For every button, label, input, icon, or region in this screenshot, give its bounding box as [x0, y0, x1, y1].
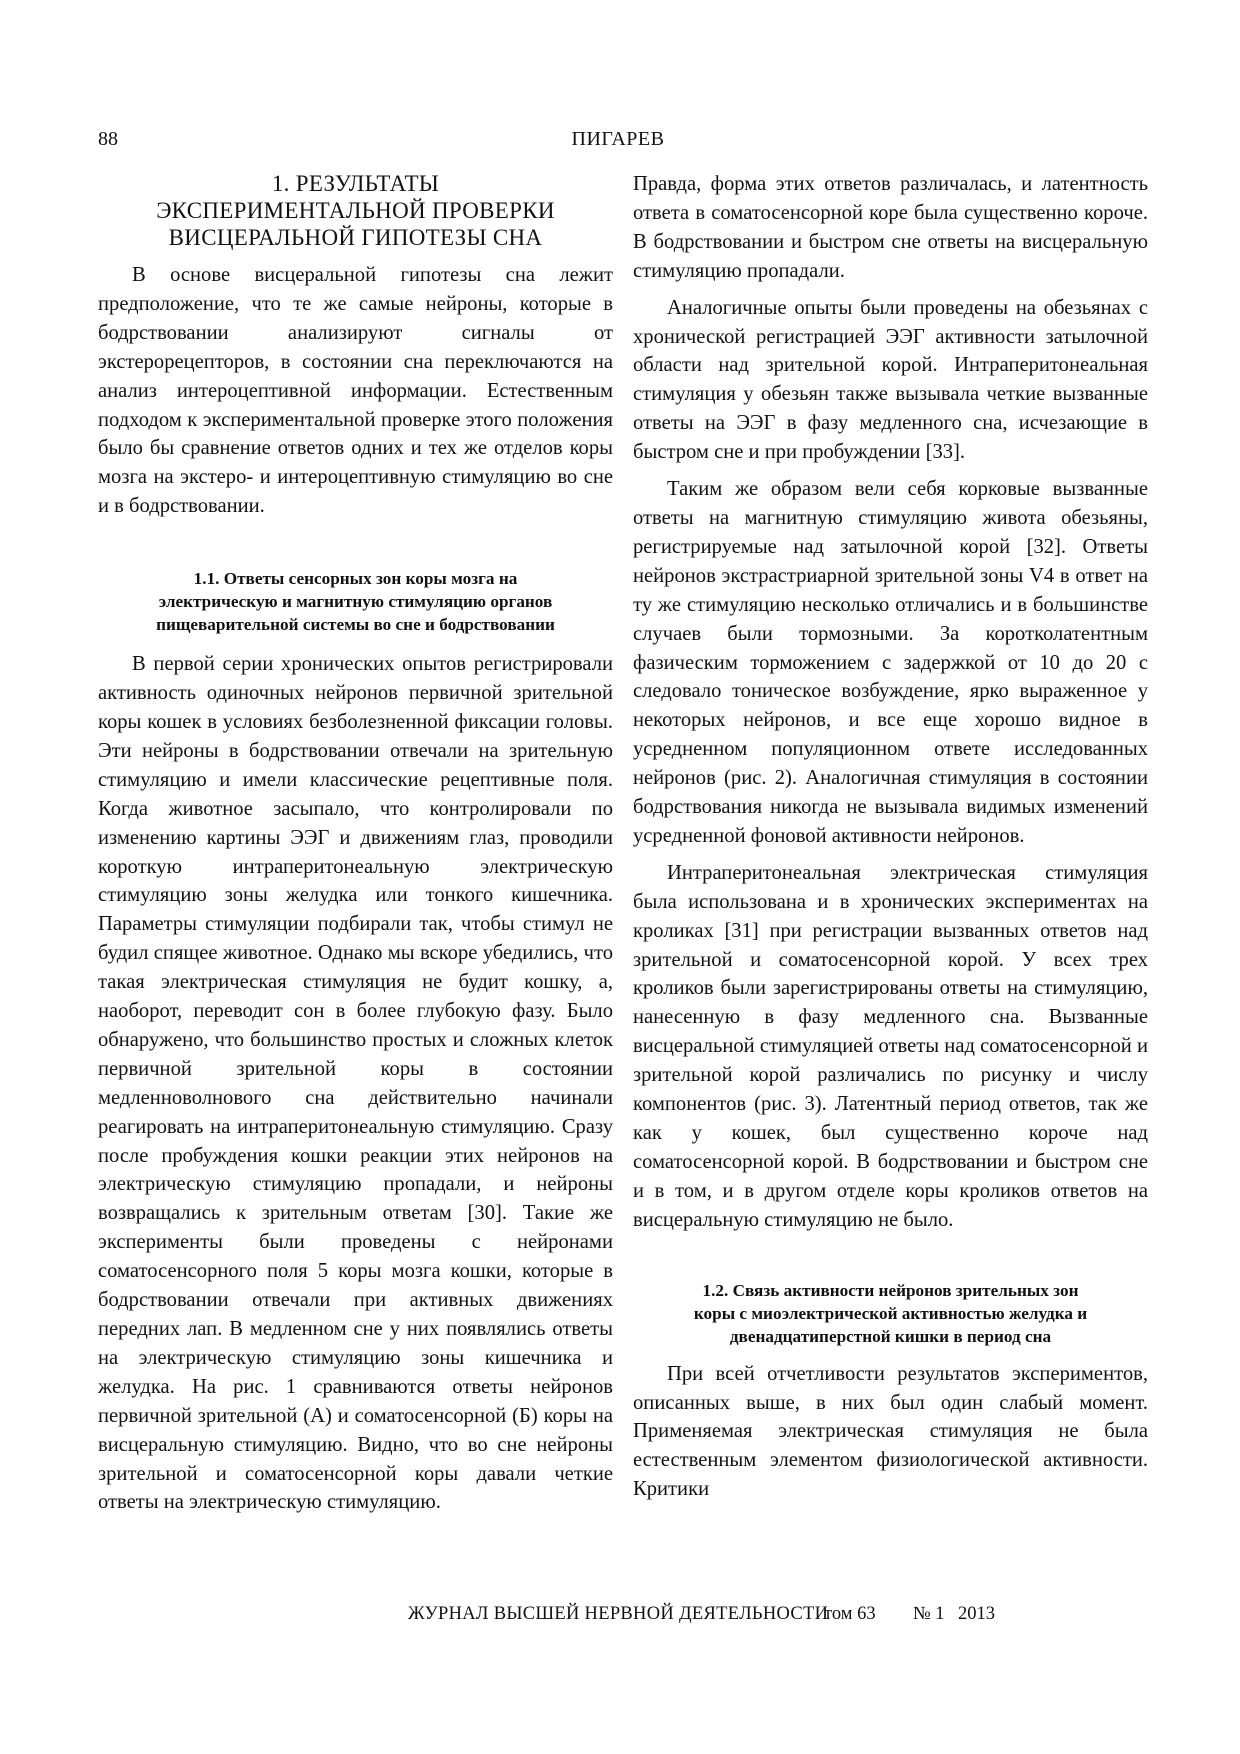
journal-issue: № 1 — [913, 1604, 945, 1624]
section-title-line: ЭКСПЕРИМЕНТАЛЬНОЙ ПРОВЕРКИ — [156, 198, 555, 223]
subsection-title-line: 1.2. Связь активности нейронов зрительных зон — [702, 1280, 1079, 1300]
subsection-title-line: 1.1. Ответы сенсорных зон коры мозга на — [193, 569, 518, 589]
subsection-title — [633, 1279, 1148, 1348]
journal-volume: том 63 — [824, 1604, 876, 1624]
page-footer — [380, 1604, 1140, 1634]
section-title-line: ВИСЦЕРАЛЬНОЙ ГИПОТЕЗЫ СНА — [168, 225, 543, 250]
paragraph: При всей отчетливости результатов экспериментов, описанных выше, в них был один слабый момент. Применяемая электрическая стимуляция не была естественным элементом физиологической активности. Критики — [633, 1362, 1148, 1501]
journal-year: 2013 — [958, 1604, 995, 1624]
paragraph: Аналогичные опыты были проведены на обезьянах с хронической регистрацией ЭЭГ активности затылочной области над зрительной корой. Интраперитонеальная стимуляция у обезьян также вызывала четкие вызванные ответы на ЭЭГ в фазу медленного сна, исчезающие в быстром сне и при пробуждении [33]. — [633, 296, 1148, 464]
subsection-title-line: электрическую и магнитную стимуляцию органов — [158, 592, 553, 612]
paragraph: В первой серии хронических опытов регистрировали активность одиночных нейронов первичной зрительной коры кошек в условиях безболезненной фиксации головы. Эти нейроны в бодрствовании отвечали на зрительную стимуляцию и имели классические рецептивные поля. Когда животное засыпало, что контролировали по изменению картины ЭЭГ и движениям глаз, проводили короткую интраперитонеальную электрическую стимуляцию зоны желудка или тонкого кишечника. Параметры стимуляции подбирали так, чтобы стимул не будил спящее животное. Однако мы вскоре убедились, что такая электрическая стимуляция не будит кошку, а, наоборот, переводит сон в более глубокую фазу. Было обнаружено, что большинство простых и сложных клеток первичной зрительной коры в состоянии медленноволнового сна действительно начинали реагировать на интраперитонеальную стимуляцию. Сразу после пробуждения кошки реакции этих нейронов на электрическую стимуляцию пропадали, и нейроны возвращались к зрительным ответам [30]. Такие же эксперименты были проведены с нейронами соматосенсорного поля 5 коры мозга кошки, которые в бодрствовании отвечали при активных движениях передних лап. В медленном сне у них появлялись ответы на электрическую стимуляцию зоны кишечника и желудка. На рис. 1 сравниваются ответы нейронов первичной зрительной (А) и соматосенсорной (Б) коры на висцеральную стимуляцию. Видно, что во сне нейроны зрительной и соматосенсорной коры давали четкие ответы на электрическую стимуляцию. — [98, 653, 613, 1514]
section-title-line: 1. РЕЗУЛЬТАТЫ — [271, 171, 440, 196]
running-head: ПИГАРЕВ — [571, 128, 665, 150]
subsection-title-line: двенадцатиперстной кишки в период сна — [729, 1326, 1052, 1346]
right-column — [633, 170, 1148, 1504]
page-header — [98, 128, 1138, 158]
section-title — [98, 170, 613, 251]
subsection-title-line: пищеварительной системы во сне и бодрствовании — [156, 615, 555, 635]
subsection-title — [98, 567, 613, 636]
paragraph: Правда, форма этих ответов различалась, и латентность ответа в соматосенсорной коре была существенно короче. В бодрствовании и быстром сне ответы на висцеральную стимуляцию пропадали. — [633, 173, 1148, 282]
page-number: 88 — [98, 128, 118, 150]
subsection-title-line: коры с миоэлектрической активностью желудка и — [693, 1303, 1088, 1323]
paragraph: Таким же образом вели себя корковые вызванные ответы на магнитную стимуляцию живота обезьяны, регистрируемые над затылочной корой [32]. Ответы нейронов экстрастриарной зрительной зоны V4 в ответ на ту же стимуляцию несколько отличались и в большинстве случаев были тормозными. За коротколатентным фазическим торможением с задержкой от 10 до 20 с следовало тоническое возбуждение, ярко выраженное у некоторых нейронов, и все еще хорошо видное в усредненном популяционном ответе исследованных нейронов (рис. 2). Аналогичная стимуляция в состоянии бодрствования никогда не вызывала видимых изменений усредненной фоновой активности нейронов. — [633, 478, 1148, 847]
journal-name: ЖУРНАЛ ВЫСШЕЙ НЕРВНОЙ ДЕЯТЕЛЬНОСТИ — [408, 1604, 829, 1624]
left-column — [98, 170, 613, 1517]
paragraph: Интраперитонеальная электрическая стимуляция была использована и в хронических экспериментах на кроликах [31] при регистрации вызванных ответов над зрительной и соматосенсорной корой. У всех трех кроликов были зарегистрированы ответы на стимуляцию, нанесенную в фазу медленного сна. Вызванные висцеральной стимуляцией ответы над соматосенсорной и зрительной корой различались по рисунку и числу компонентов (рис. 3). Латентный период ответов, так же как у кошек, был существенно короче над соматосенсорной корой. В бодрствовании и быстром сне и в том, и в другом отделе коры кроликов ответов на висцеральную стимуляцию не было. — [633, 861, 1148, 1231]
paragraph: В основе висцеральной гипотезы сна лежит предположение, что те же самые нейроны, которые в бодрствовании анализируют сигналы от экстерорецепторов, в состоянии сна переключаются на анализ интероцептивной информации. Естественным подходом к экспериментальной проверке этого положения было бы сравнение ответов одних и тех же отделов коры мозга на экстеро- и интероцептивную стимуляцию во сне и в бодрствовании. — [98, 264, 613, 518]
